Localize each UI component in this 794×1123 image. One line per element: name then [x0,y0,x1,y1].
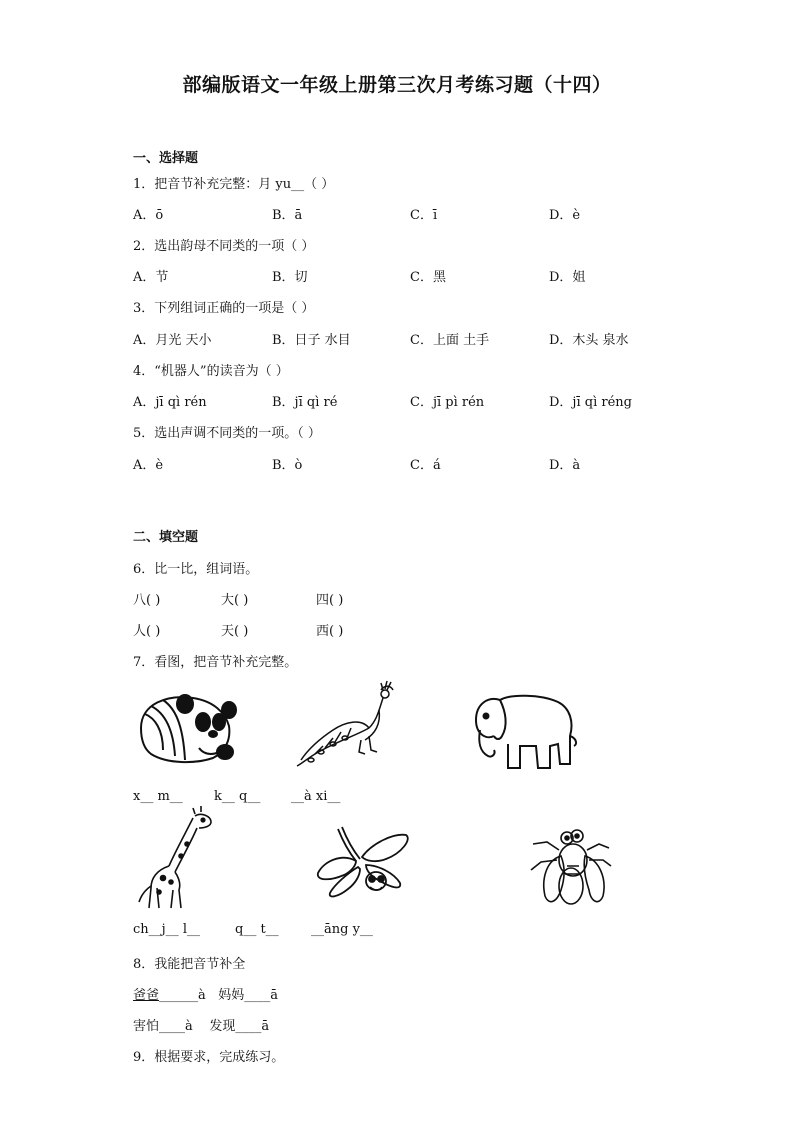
q6-item[interactable]: 人( ) [133,624,161,639]
q6-item[interactable]: 四( ) [316,593,344,608]
q7-blank[interactable]: ch__j__ l__ [133,922,200,937]
fly-image [527,826,612,911]
question-8: 8．我能把音节补全 [133,957,246,972]
question-7: 7．看图，把音节补充完整。 [133,655,298,670]
q7-blank[interactable]: q__ t__ [235,922,279,937]
question-6: 6．比一比，组词语。 [133,562,259,577]
q3-option-c[interactable]: C．上面 土手 [410,333,490,348]
q8-blank[interactable]: ______ [159,988,199,1003]
q8-blank[interactable]: ____ [159,1019,186,1034]
q3-option-d[interactable]: D．木头 泉水 [549,333,629,348]
question-3: 3．下列组词正确的一项是（ ） [133,301,315,316]
q7-blank[interactable]: x__ m__ [133,789,183,804]
q3-option-a[interactable]: A．月光 天小 [133,333,212,348]
q8-word: 发现 [209,1019,236,1034]
q5-option-c[interactable]: C．á [410,458,441,473]
question-4: 4．“机器人”的读音为（ ） [133,364,289,379]
q4-option-a[interactable]: A．jī qì rén [133,395,207,410]
q5-option-d[interactable]: D．à [549,458,581,473]
page-title: 部编版语文一年级上册第三次月考练习题（十四） [182,74,612,96]
q1-option-c[interactable]: C．ī [410,208,438,223]
panda-image [133,690,238,765]
q7-blank[interactable]: __à xi__ [291,789,341,804]
q2-option-a[interactable]: A．节 [133,270,169,285]
q1-option-a[interactable]: A．ō [133,208,164,223]
q8-sound: ā [261,1019,270,1034]
q5-option-a[interactable]: A．è [133,458,164,473]
q8-sound: ā [270,988,278,1003]
q8-sound: à [198,988,206,1003]
q7-blank[interactable]: __āng y__ [311,922,373,937]
peacock-image [295,680,400,770]
q2-option-d[interactable]: D．姐 [549,270,586,285]
q8-sound: à [185,1019,193,1034]
q6-item[interactable]: 大( ) [221,593,249,608]
q8-line-1[interactable] [133,984,278,1003]
q8-line-2[interactable] [133,1015,269,1034]
q4-option-d[interactable]: D．jī qì réng [549,395,632,410]
q2-option-c[interactable]: C．黑 [410,270,446,285]
q8-word: 爸爸 [133,988,160,1003]
section-heading-choice: 一、选择题 [133,151,199,166]
q6-item[interactable]: 天( ) [221,624,249,639]
q1-option-b[interactable]: B．ā [272,208,303,223]
question-9: 9．根据要求，完成练习。 [133,1050,285,1065]
q4-option-c[interactable]: C．jī pì rén [410,395,485,410]
question-2: 2．选出韵母不同类的一项（ ） [133,239,315,254]
dragonfly-image [316,825,411,900]
elephant-image [470,690,580,772]
question-1: 1．把音节补充完整：月 yu__（ ） [133,177,335,192]
q3-option-b[interactable]: B．日子 水目 [272,333,351,348]
q6-item[interactable]: 八( ) [133,593,161,608]
q8-word: 妈妈 [218,988,245,1003]
q8-word: 害怕 [133,1019,160,1034]
q5-option-b[interactable]: B．ò [272,458,303,473]
question-5: 5．选出声调不同类的一项。（ ） [133,426,321,441]
q2-option-b[interactable]: B．切 [272,270,308,285]
q4-option-b[interactable]: B．jī qì ré [272,395,338,410]
q1-option-d[interactable]: D．è [549,208,581,223]
giraffe-image [135,808,215,913]
q8-blank[interactable]: ____ [244,988,271,1003]
section-heading-fill: 二、填空题 [133,530,199,545]
q6-item[interactable]: 西( ) [316,624,344,639]
q7-blank[interactable]: k__ q__ [214,789,261,804]
q8-blank[interactable]: ____ [235,1019,262,1034]
